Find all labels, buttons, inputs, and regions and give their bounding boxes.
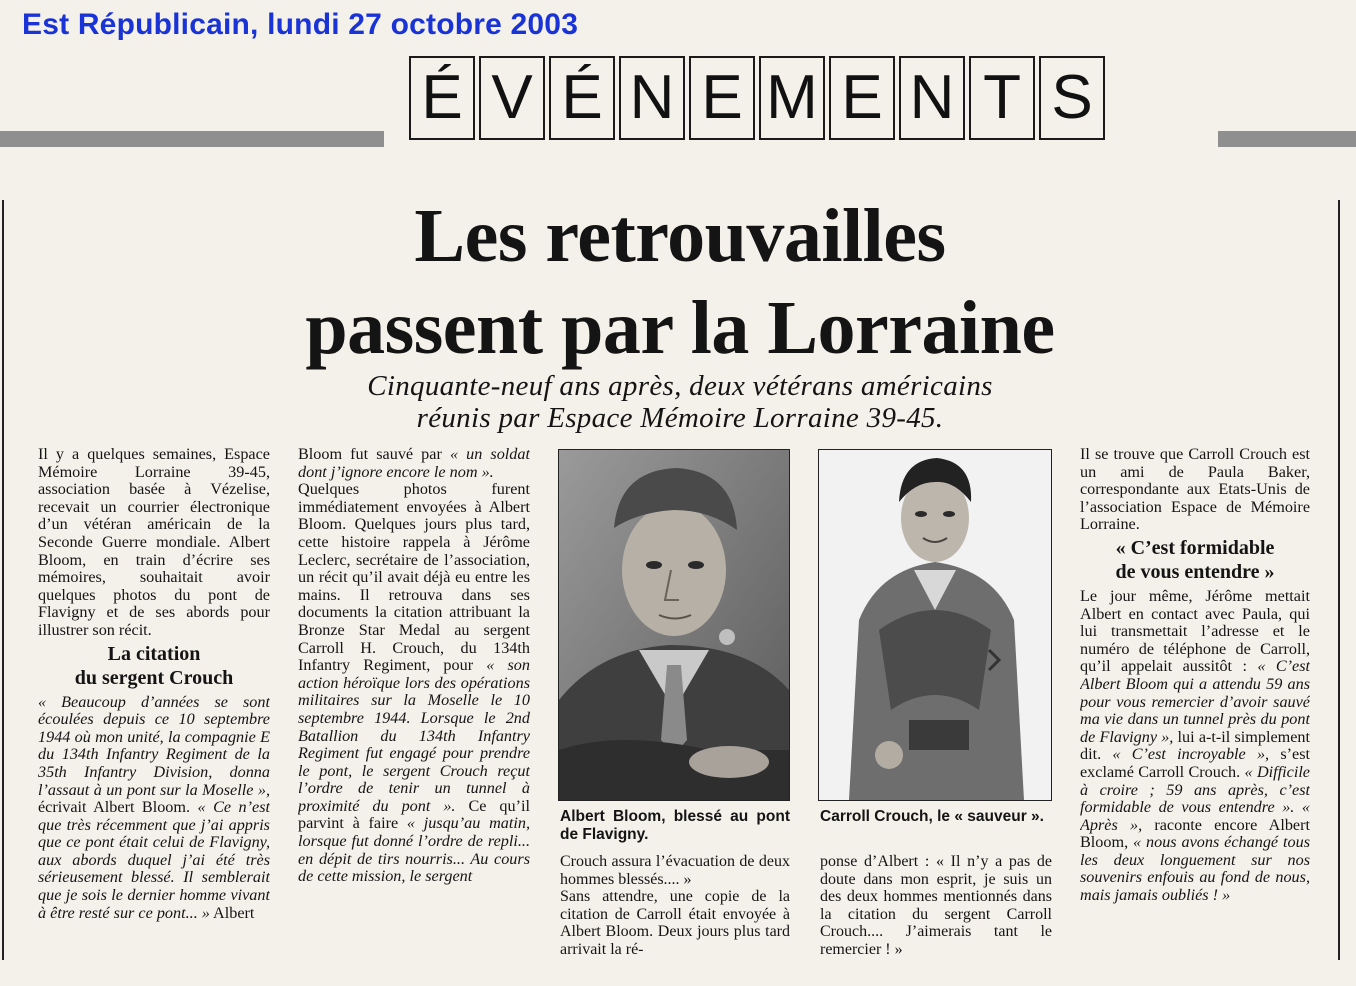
text: ponse d’Albert : — [820, 853, 936, 870]
text: s’est exclamé Carroll Crouch. — [1080, 745, 1310, 781]
section-rule-left — [0, 131, 384, 147]
text: lui a-t-il simplement dit. — [1080, 727, 1310, 764]
source-line: Est Républicain, lundi 27 octobre 2003 — [22, 8, 579, 41]
quote: « Il n’y a pas de doute dans mon esprit, je suis un des deux hommes mentionnés dans la citation du sergent Carroll Crouch.... J’aimerais tant le remercier ! » — [820, 853, 1052, 958]
section-letter: N — [619, 56, 685, 140]
text: écrivait Albert Bloom. — [38, 798, 198, 817]
portrait-image — [819, 450, 1051, 800]
section-letter: S — [1039, 56, 1105, 140]
section-letter: N — [899, 56, 965, 140]
subhead-line: « C’est formidable — [1115, 536, 1275, 559]
paragraph — [298, 481, 530, 886]
section-title — [409, 56, 1105, 140]
paragraph: Sans attendre, une copie de la citation de Carroll était envoyée à Albert Bloom. Deux jours plus tard arrivait la ré- — [560, 888, 790, 958]
photo-caption-albert: Albert Bloom, blessé au pont de Flavigny. — [560, 808, 790, 843]
quote: « nous avons échangé tous les deux longuement sur nos souvenirs enfouis au fond de nous, mais jamais oubliés ! » — [1080, 833, 1310, 905]
section-letter: E — [689, 56, 755, 140]
article-column-5 — [1080, 446, 1310, 971]
quote: « son action héroïque lors des opérations militaires sur la Moselle le 10 septembre 1944. Lorsque le 2nd Batallion du 134th Infantry Regiment fut engagé pour prendre le pont, le sergent Crouch reçut l’ordre de tenir un tunnel à proximité du pont ». — [298, 656, 530, 815]
article-column-3-continuation — [560, 853, 790, 959]
subhead-line: du sergent Crouch — [74, 666, 234, 689]
paragraph — [1080, 588, 1310, 905]
subheading-line-1: Cinquante-neuf ans après, deux vétérans américains — [367, 370, 993, 402]
section-letter: É — [409, 56, 475, 140]
subheading — [200, 370, 1160, 434]
photo-caption-carroll: Carroll Crouch, le « sauveur ». — [820, 808, 1044, 825]
quote: « C’est Albert Bloom qui a attendu 59 ans pour vous remercier d’avoir sauvé ma vie dans un tunnel près du pont de Flavigny », — [1080, 657, 1310, 746]
section-letter: E — [829, 56, 895, 140]
quote: « Beaucoup d’années se sont écoulées depuis ce 10 septembre 1944 où mon unité, la compagnie E du 134th Infantry Regiment de la 35th Infantry Division, donna l’assaut à un pont sur la Moselle », — [38, 692, 270, 799]
quote: « C’est incroyable », — [1112, 745, 1270, 764]
article-column-2 — [298, 446, 530, 971]
quote: « jusqu’au matin, lorsque fut donné l’ordre de repli... en dépit de tirs nourris... Au cours de cette mission, le sergent — [298, 814, 530, 886]
paragraph — [820, 853, 1052, 959]
photo-albert-bloom — [558, 449, 790, 801]
paragraph: Il se trouve que Carroll Crouch est un ami de Paula Baker, correspondante aux Etats-Unis de l’association Espace de Mémoire Lorraine. — [1080, 446, 1310, 534]
quote: « Difficile à croire ; 59 ans après, c’est formidable de vous entendre ». — [1080, 762, 1310, 817]
quote: Crouch assura l’évacuation de deux hommes blessés.... » — [560, 853, 790, 888]
subheading-line-2: réunis par Espace Mémoire Lorraine 39-45. — [416, 402, 944, 434]
text: raconte encore Albert Bloom, — [1080, 815, 1310, 852]
text: Le jour même, Jérôme mettait Albert en contact avec Paula, qui lui transmettait l’adresse et le numéro de téléphone de Carroll, qu’il appelait aussitôt : — [1080, 586, 1310, 676]
text: Quelques photos furent immédiatement envoyées à Albert Bloom. Quelques jours plus tard, cette histoire rappela à Jérôme Leclerc, secrétaire de l’association, un récit qu’il avait déjà eu entre les mains. Il retrouva dans ses documents la citation attribuant la Bronze Star Medal au sergent Carroll H. Crouch, du 134th Infantry Regiment, pour — [298, 480, 530, 675]
section-letter: V — [479, 56, 545, 140]
quote: « un soldat dont j’ignore encore le nom ». — [298, 446, 530, 481]
headline-line-2: passent par la Lorraine — [305, 286, 1055, 370]
section-rule-right — [1218, 131, 1356, 147]
frame-left — [2, 200, 4, 960]
section-letter: É — [549, 56, 615, 140]
paragraph — [38, 694, 270, 923]
article-column-4-continuation — [820, 853, 1052, 959]
section-letter: M — [759, 56, 825, 140]
text: Ce qu’il parvint à faire — [298, 796, 530, 833]
text: Albert — [209, 903, 255, 922]
frame-right — [1338, 200, 1340, 960]
text: Bloom fut sauvé par — [298, 446, 450, 463]
subhead-line: La citation — [107, 642, 201, 665]
headline-line-1: Les retrouvailles — [414, 194, 946, 278]
headline — [150, 190, 1210, 374]
portrait-image — [559, 450, 789, 800]
paragraph — [298, 446, 530, 481]
quote: « Après », — [1080, 798, 1310, 834]
quote: « Ce n’est que très récemment que j’ai appris que ce pont était celui de Flavigny, aux abords duquel j’ai été très sérieusement blessé. Il semblerait que je sois le dernier homme vivant à être resté sur ce pont... » — [38, 798, 270, 922]
section-letter: T — [969, 56, 1035, 140]
subhead-line: de vous entendre » — [1115, 560, 1275, 583]
article-column-1 — [38, 446, 270, 971]
paragraph: Il y a quelques semaines, Espace Mémoire Lorraine 39-45, association basée à Vézelise, recevait un courrier électronique d’un vétéran américain de la Seconde Guerre mondiale. Albert Bloom, en train d’écrire ses mémoires, souhaitait avoir quelques photos du pont de Flavigny et de ses abords pour illustrer son récit. — [38, 446, 270, 639]
subhead-formidable — [1080, 536, 1310, 584]
subhead-citation — [38, 642, 270, 690]
photo-carroll-crouch — [818, 449, 1052, 801]
